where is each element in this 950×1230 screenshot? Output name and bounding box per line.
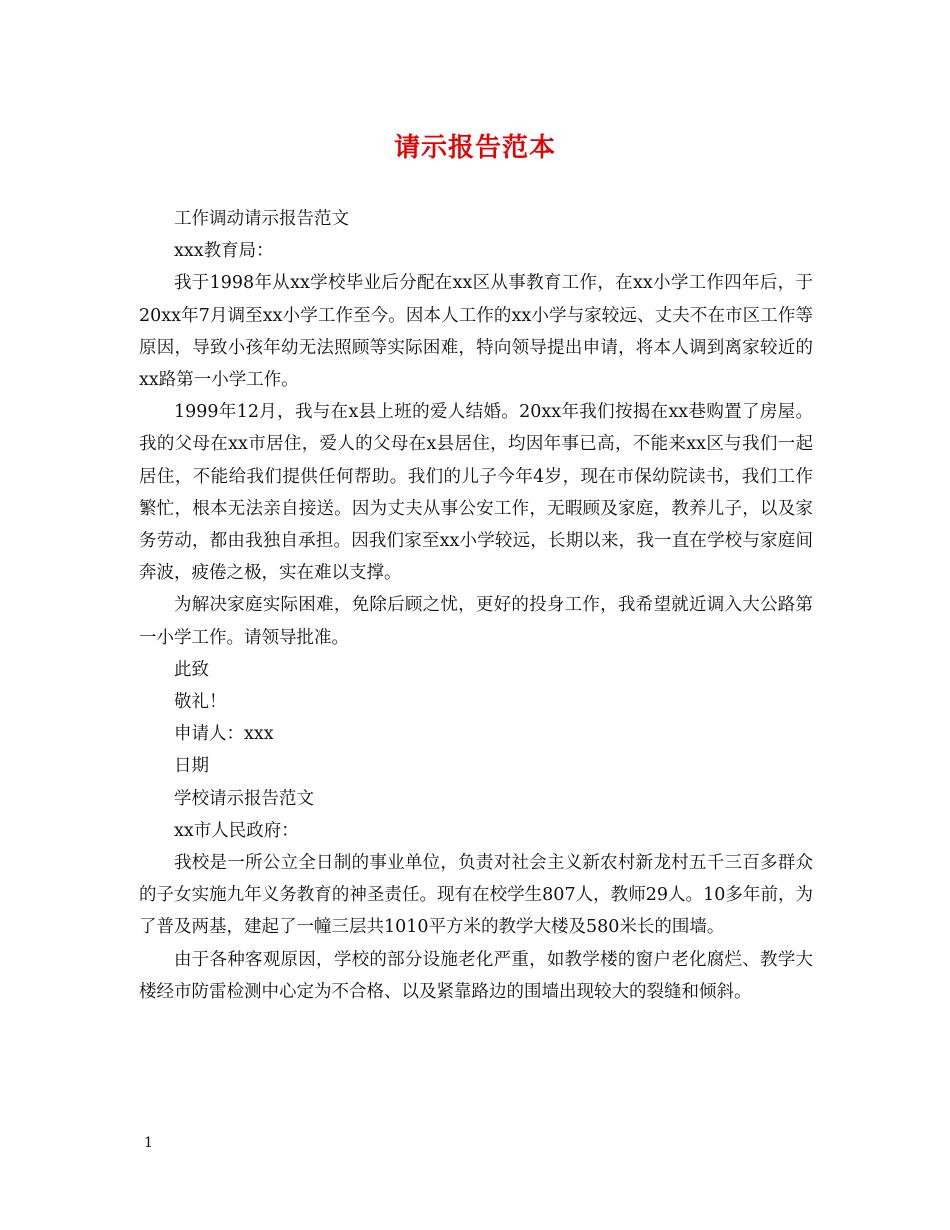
document-body: [139, 203, 813, 1008]
paragraph-closing-2: 敬礼！: [174, 692, 227, 713]
paragraph-addressee-2: xx市人民政府：: [174, 820, 299, 841]
paragraph-applicant: 申请人：xxx: [174, 724, 274, 745]
paragraph-body-1: 我于1998年从xx学校毕业后分配在xx区从事教育工作，在xx小学工作四年后，于20xx年7月调至xx小学工作至今。因本人工作的xx小学与家较远、丈夫不在市区工作等原因，导致小孩年幼无法照顾等实际困难，特向领导提出申请，将本人调到离家较近的xx路第一小学工作。: [139, 273, 813, 391]
paragraph-heading-2: 学校请示报告范文: [174, 788, 314, 809]
document-title: 请示报告范本: [393, 133, 556, 163]
paragraph-body-2: 1999年12月，我与在x县上班的爱人结婚。20xx年我们按揭在xx巷购置了房屋。我的父母在xx市居住，爱人的父母在x县居住，均因年事已高，不能来xx区与我们一起居住，不能给我们提供任何帮助。我们的儿子今年4岁，现在市保幼院读书，我们工作繁忙，根本无法亲自接送。因为丈夫从事公安工作，无暇顾及家庭，教养儿子，以及家务劳动，都由我独自承担。因我们家至xx小学较远，长期以来，我一直在学校与家庭间奔波，疲倦之极，实在难以支撑。: [139, 402, 813, 584]
paragraph-addressee-1: xxx教育局：: [174, 241, 274, 262]
paragraph-heading-1: 工作调动请示报告范文: [174, 209, 349, 229]
paragraph-body-5: 由于各种客观原因，学校的部分设施老化严重，如教学楼的窗户老化腐烂、教学大楼经市防雷检测中心定为不合格、以及紧靠路边的围墙出现较大的裂缝和倾斜。: [139, 949, 813, 1002]
paragraph-closing-1: 此致: [174, 659, 209, 680]
paragraph-body-4: 我校是一所公立全日制的事业单位，负责对社会主义新农村新龙村五千三百多群众的子女实施九年义务教育的神圣责任。现有在校学生807人，教师29人。10多年前，为了普及两基，建起了一幢三层共1010平方米的教学大楼及580米长的围墙。: [139, 853, 813, 938]
page-number: 1: [144, 1135, 153, 1151]
paragraph-body-3: 为解决家庭实际困难，免除后顾之忧，更好的投身工作，我希望就近调入大公路第一小学工作。请领导批准。: [139, 595, 813, 648]
paragraph-date: 日期: [174, 756, 209, 777]
